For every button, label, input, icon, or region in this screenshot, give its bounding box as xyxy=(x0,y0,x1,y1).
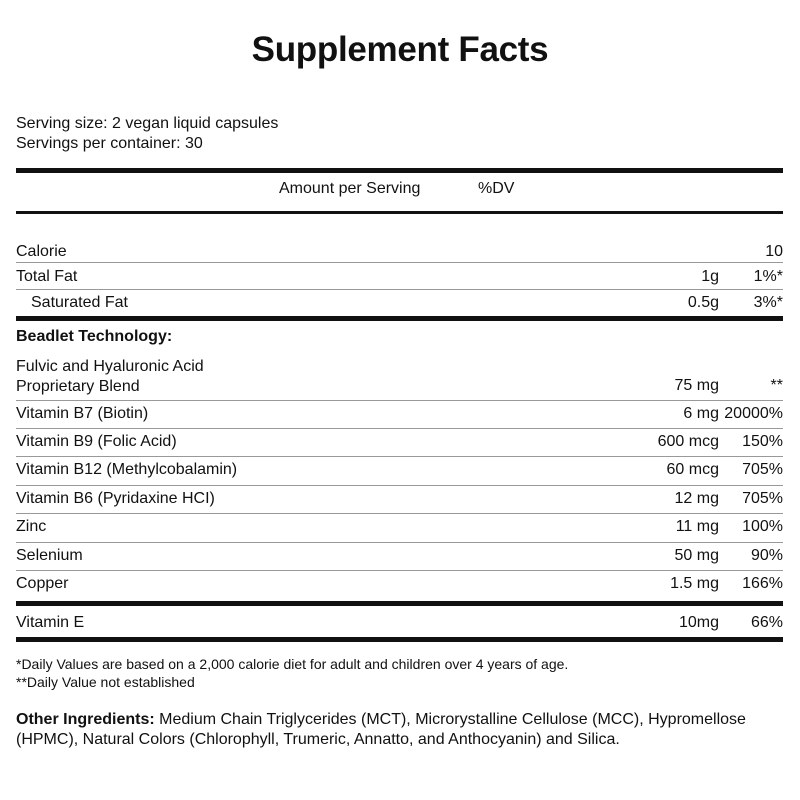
table-row xyxy=(16,612,783,634)
section-title: Beadlet Technology: xyxy=(16,328,173,345)
footnote-not-established: **Daily Value not established xyxy=(16,674,195,690)
table-row xyxy=(16,459,783,481)
divider-thin xyxy=(16,262,783,263)
divider-thick xyxy=(16,168,783,173)
table-row xyxy=(16,573,783,595)
row-dv: 66% xyxy=(750,614,783,631)
divider-thick xyxy=(16,316,783,321)
divider-thick xyxy=(16,601,783,606)
divider-thick xyxy=(16,637,783,642)
table-row xyxy=(16,403,783,425)
row-dv: 150% xyxy=(742,433,783,450)
serving-info xyxy=(16,114,278,154)
row-dv: 100% xyxy=(742,518,783,535)
row-amount: 1.5 mg xyxy=(670,575,719,592)
row-name: Selenium xyxy=(16,547,83,564)
divider-thin xyxy=(16,513,783,514)
row-dv: 166% xyxy=(742,575,783,592)
table-row xyxy=(16,488,783,510)
divider-medium xyxy=(16,211,783,214)
row-amount: 0.5g xyxy=(687,294,719,311)
row-dv: 20000% xyxy=(724,405,783,422)
footnotes xyxy=(16,655,568,691)
amount-header: Amount per Serving xyxy=(279,180,421,197)
table-row xyxy=(16,516,783,538)
serving-size: Serving size: 2 vegan liquid capsules xyxy=(16,115,279,132)
row-name: Copper xyxy=(16,575,69,592)
table-row xyxy=(16,431,783,453)
row-name: Vitamin B6 (Pyridaxine HCI) xyxy=(16,490,215,507)
row-name: Zinc xyxy=(16,518,47,535)
row-name: Saturated Fat xyxy=(31,294,128,311)
divider-thin xyxy=(16,289,783,290)
page-title: Supplement Facts xyxy=(251,30,549,69)
row-dv: 1%* xyxy=(753,268,783,285)
row-dv: 90% xyxy=(750,547,783,564)
row-dv: 705% xyxy=(742,461,783,478)
row-dv: ** xyxy=(770,377,783,394)
other-ingredients-text: Medium Chain Triglycerides (MCT), Microrystalline Cellulose (MCC), Hypromellose (HPMC), Natural Colors (Chlorophyll, Trumeric, Annatto, and Anthocyanin) and Silica. xyxy=(16,711,746,748)
row-name: Total Fat xyxy=(16,268,78,285)
table-row xyxy=(16,375,783,397)
other-ingredients xyxy=(16,710,776,750)
table-row xyxy=(16,266,783,288)
divider-thin xyxy=(16,485,783,486)
blend-name-line: Proprietary Blend xyxy=(16,378,140,395)
row-amount: 6 mg xyxy=(683,405,719,422)
other-ingredients-label: Other Ingredients: xyxy=(16,711,155,728)
row-name: Calorie xyxy=(16,243,67,260)
blend-name-line: Fulvic and Hyaluronic Acid xyxy=(16,358,204,375)
row-dv: 10 xyxy=(765,243,783,260)
divider-thin xyxy=(16,400,783,401)
dv-header: %DV xyxy=(478,180,515,197)
table-row xyxy=(16,241,783,263)
row-amount: 10mg xyxy=(678,614,719,631)
row-name: Vitamin E xyxy=(16,614,85,631)
table-row xyxy=(16,545,783,567)
row-amount: 50 mg xyxy=(674,547,719,564)
divider-thin xyxy=(16,456,783,457)
row-name: Vitamin B12 (Methylcobalamin) xyxy=(16,461,238,478)
row-amount: 1g xyxy=(701,268,719,285)
row-amount: 11 mg xyxy=(675,518,719,535)
row-dv: 3%* xyxy=(753,294,783,311)
row-name: Vitamin B9 (Folic Acid) xyxy=(16,433,177,450)
table-row xyxy=(16,292,783,314)
row-name: Vitamin B7 (Biotin) xyxy=(16,405,149,422)
divider-thin xyxy=(16,428,783,429)
row-amount: 12 mg xyxy=(674,490,719,507)
row-amount: 75 mg xyxy=(674,377,719,394)
servings-per-container: Servings per container: 30 xyxy=(16,135,203,152)
row-amount: 600 mcg xyxy=(657,433,719,450)
divider-thin xyxy=(16,570,783,571)
divider-thin xyxy=(16,542,783,543)
footnote-daily-values: *Daily Values are based on a 2,000 calorie diet for adult and children over 4 years of age. xyxy=(16,656,569,672)
row-amount: 60 mcg xyxy=(666,461,719,478)
row-dv: 705% xyxy=(742,490,783,507)
